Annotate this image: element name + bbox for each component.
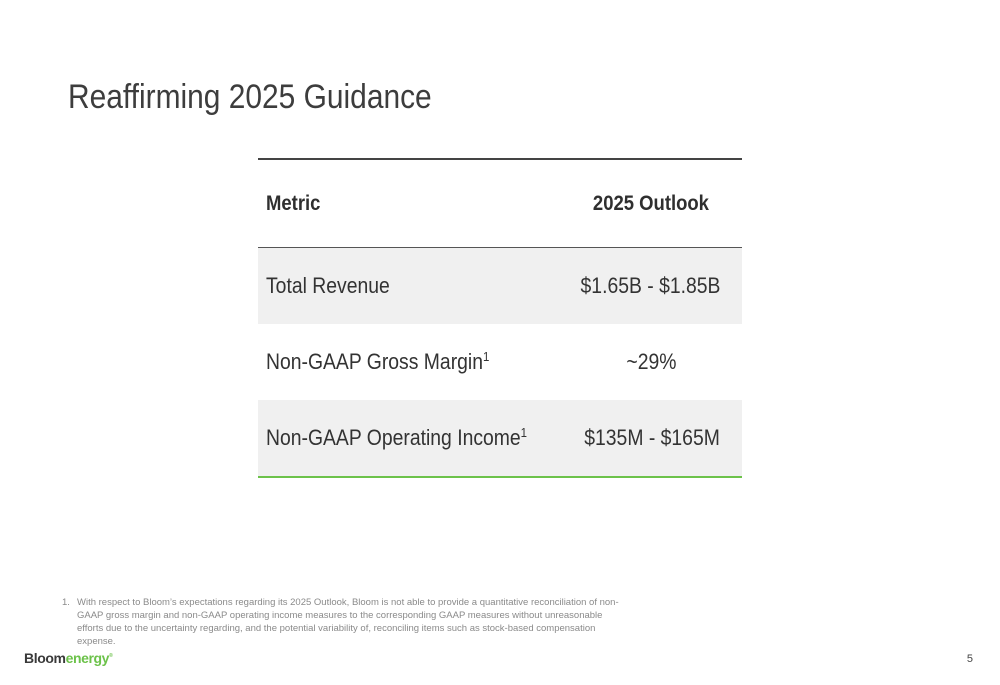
- footnote: [62, 596, 622, 648]
- metric-cell: Non-GAAP Operating Income$^1$: [266, 425, 528, 450]
- footnote-number: 1.: [62, 597, 70, 608]
- outlook-cell: $135M - $165M: [584, 425, 721, 450]
- footnote-marker: 1: [520, 425, 528, 440]
- outlook-cell: $1.65B - $1.85B: [581, 273, 721, 298]
- guidance-table: [258, 158, 742, 478]
- page-number: 5: [966, 653, 973, 665]
- header-outlook: 2025 Outlook: [592, 191, 710, 215]
- bloom-energy-logo: Bloomenergy®: [24, 650, 113, 666]
- footnote-marker: 1: [482, 349, 490, 364]
- metric-cell: Non-GAAP Gross Margin$^1$: [266, 349, 490, 374]
- metric-cell: Total Revenue: [266, 273, 390, 298]
- page-title: Reaffirming 2025 Guidance: [68, 78, 432, 116]
- table-header-row: [258, 160, 742, 248]
- header-metric: Metric: [266, 191, 321, 215]
- table-row: [258, 400, 742, 478]
- outlook-cell: ~29%: [625, 349, 677, 374]
- table-row: [258, 248, 742, 324]
- table-row: [258, 324, 742, 400]
- footnote-text: With respect to Bloom’s expectations regarding its 2025 Outlook, Bloom is not able to provide a quantitative reconciliation of non-GAAP gross margin and non-GAAP operating income measures to the corresponding GAAP measures without unreasonable efforts due to the uncertainty regarding, and the potential variability of, reconciling items such as stock-based compensation expense.: [77, 597, 619, 647]
